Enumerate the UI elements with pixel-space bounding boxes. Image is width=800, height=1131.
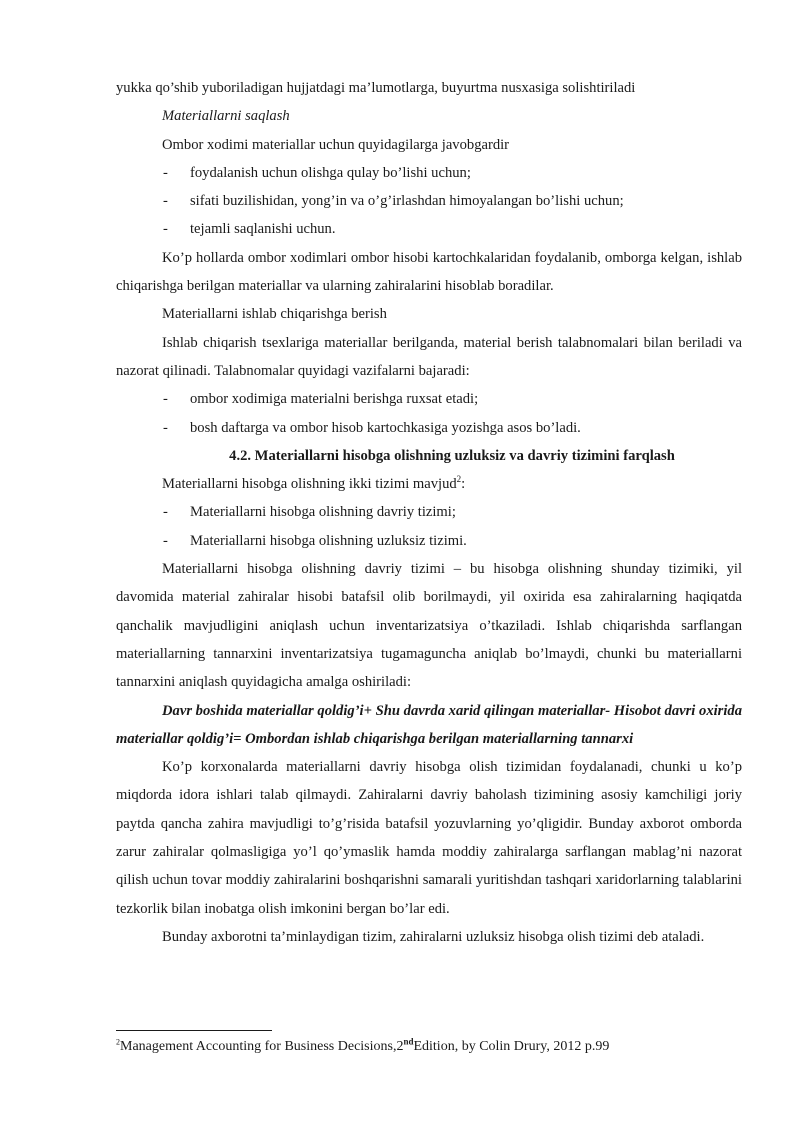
subtitle-issue: Materiallarni ishlab chiqarishga berish	[162, 306, 387, 323]
list-item: - tejamli saqlanishi uchun.	[116, 215, 742, 243]
bullet-dash: -	[163, 419, 168, 436]
paragraph-periodic: Materiallarni hisobga olishning davriy tizimi – bu hisobga olishning shunday tizimiki, yil davomida material zahiralar hisobi batafsil olib borilmaydi, yil oxirida esa zahiralarning haqiqatda qanchalik mavjudligini aniqlash uchun inventarizatsiya o’tkaziladi. Ishlab chiqarishda sarflangan materiallarning tannarxini inventarizatsiya tugamaguncha aniqlab bo’lmaydi, chunki bu materiallarni tannarxini aniqlash quyidagicha amalga oshiriladi:	[116, 561, 742, 691]
list-item: - ombor xodimiga materialni berishga ruxsat etadi;	[116, 385, 742, 413]
paragraph-storage-intro: Ombor xodimi materiallar uchun quyidagilarga javobgardir	[162, 136, 510, 153]
bullet-dash: -	[163, 504, 168, 521]
list-item: - bosh daftarga va ombor hisob kartochkasiga yozishga asos bo’ladi.	[116, 414, 742, 442]
bullet-dash: -	[163, 391, 168, 408]
footnote-divider	[116, 1030, 272, 1031]
footnote-ref: 2	[456, 474, 462, 485]
paragraph-continuation: yukka qo’shib yuboriladigan hujjatdagi ma’lumotlarga, buyurtma nusxasiga solishtiriladi	[116, 80, 636, 96]
document-body	[116, 74, 742, 951]
bullet-dash: -	[163, 221, 168, 238]
paragraph-cards: Ko’p hollarda ombor xodimlari ombor hisobi kartochkalaridan foydalanib, omborga kelgan, ishlab chiqarishga berilgan materiallar va ularning zahiralarini hisoblab boradilar.	[116, 249, 742, 295]
paragraph-companies: Ko’p korxonalarda materiallarni davriy hisobga olish tizimidan foydalanadi, chunki u ko’p miqdorda idora ishlari talab qilmaydi. Zahiralarni davriy baholash tizimining asosiy kamchiligi joriy paytda qancha zahira mavjudligi to’g’risida batafsil yozuvlarning yo’qligidir. Bunday axborot omborda zarur zahiralar qolmasligiga yo’l qo’ymaslik hamda moddiy zahiralarga sarflangan mablag’ni nazorat qilish uchun tovar moddiy zahiralarini boshqarishni samarali yuritishdan tashqari xaridorlarning talablarini tezkorlik bilan inobatga olish imkonini bergan bo’lar edi.	[116, 759, 742, 917]
list-item: - sifati buzilishidan, yong’in va o’g’irlashdan himoyalangan bo’lishi uchun;	[116, 187, 742, 215]
bullet-dash: -	[163, 164, 168, 181]
bullet-dash: -	[163, 193, 168, 210]
list-item: - Materiallarni hisobga olishning davriy tizimi;	[116, 498, 742, 526]
subtitle-storage: Materiallarni saqlash	[162, 108, 290, 125]
list-issue	[116, 385, 742, 442]
paragraph-continuous: Bunday axborotni ta’minlaydigan tizim, zahiralarni uzluksiz hisobga olish tizimi deb ataladi.	[162, 928, 705, 945]
bullet-dash: -	[163, 532, 168, 549]
list-item: - foydalanish uchun olishga qulay bo’lishi uchun;	[116, 159, 742, 187]
footnote-marker: 2	[116, 1037, 120, 1047]
list-item: - Materiallarni hisobga olishning uzluksiz tizimi.	[116, 527, 742, 555]
footnote: $^2$Management Accounting for Business Decisions,2ndEdition, by Colin Drury, 2012 p.99	[116, 1036, 610, 1054]
paragraph-systems-intro: Materiallarni hisobga olishning ikki tizimi mavjud$^2$:	[162, 474, 466, 493]
formula: Davr boshida materiallar qoldig’i+ Shu davrda xarid qilingan materiallar- Hisobot davri oxirida materiallar qoldig’i= Ombordan ishlab chiqarishga berilgan materiallarning tannarxi	[116, 702, 742, 747]
list-systems	[116, 498, 742, 555]
list-storage	[116, 159, 742, 244]
edition-superscript: nd	[403, 1036, 414, 1047]
paragraph-issue: Ishlab chiqarish tsexlariga materiallar berilganda, material berish talabnomalari bilan beriladi va nazorat qilinadi. Talabnomalar quyidagi vazifalarni bajaradi:	[116, 334, 742, 379]
section-heading: 4.2. Materiallarni hisobga olishning uzluksiz va davriy tizimini farqlash	[229, 447, 675, 464]
